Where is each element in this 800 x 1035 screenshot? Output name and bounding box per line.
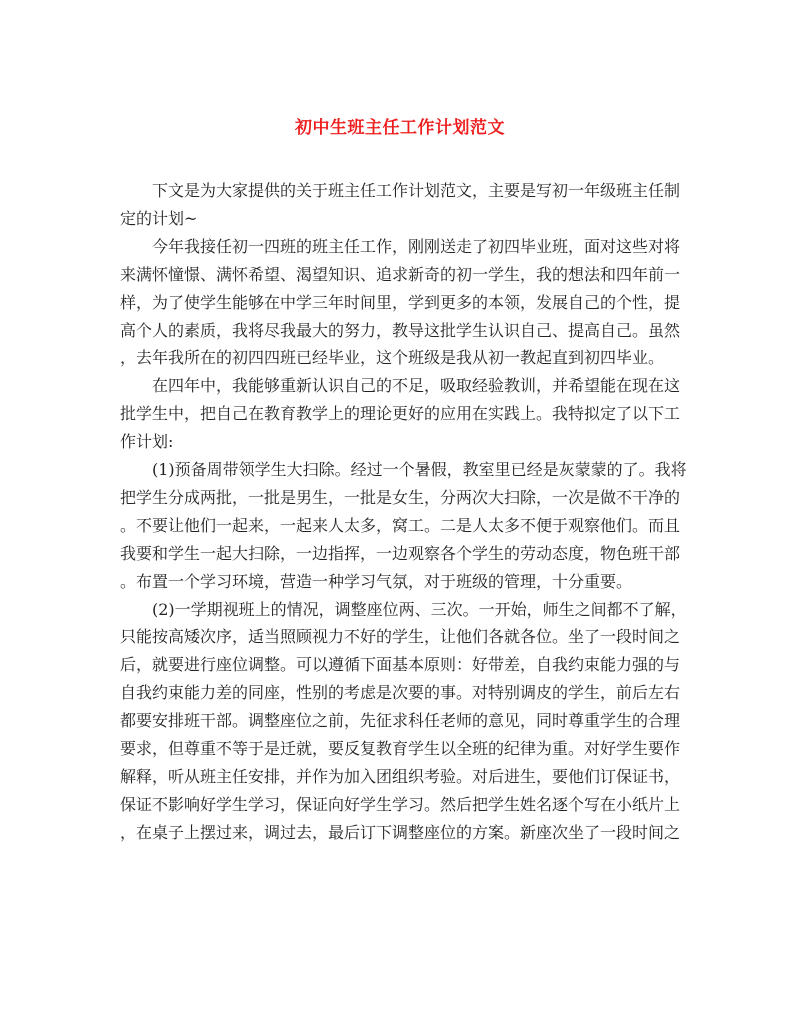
text-line: 。不要让他们一起来，一起来人太多，窝工。二是人太多不便于观察他们。而且 (120, 515, 681, 535)
text-line: 高个人的素质，我将尽我最大的努力，教导这批学生认识自己、提高自己。虽然 (120, 320, 681, 340)
document-title: 初中生班主任工作计划范文 (295, 118, 505, 138)
text-line: 保证不影响好学生学习，保证向好学生学习。然后把学生姓名逐个写在小纸片上 (120, 794, 681, 814)
text-line: (2)一学期视班上的情况，调整座位两、三次。一开始，师生之间都不了解， (152, 599, 687, 619)
text-line: 作计划: (120, 432, 174, 452)
text-line: 解释，听从班主任安排，并作为加入团组织考验。对后进生，要他们订保证书， (120, 766, 681, 786)
text-line: (1)预备周带领学生大扫除。经过一个暑假，教室里已经是灰蒙蒙的了。我将 (152, 460, 687, 479)
text-line: 自我约束能力差的同座，性别的考虑是次要的事。对特别调皮的学生，前后左右 (120, 683, 681, 703)
text-line: ，在桌子上摆过来，调过去，最后订下调整座位的方案。新座次坐了一段时间之 (120, 822, 681, 842)
text-line: 把学生分成两批，一批是男生，一批是女生，分两次大扫除，一次是做不干净的 (120, 487, 681, 507)
text-line: ，去年我所在的初四四班已经毕业，这个班级是我从初一教起直到初四毕业。 (120, 348, 665, 368)
text-line: 我要和学生一起大扫除，一边指挥，一边观察各个学生的劳动态度，物色班干部 (120, 543, 681, 563)
text-line: 批学生中，把自己在教育教学上的理论更好的应用在实践上。我特拟定了以下工 (120, 404, 681, 424)
text-line: 只能按高矮次序，适当照顾视力不好的学生，让他们各就各位。坐了一段时间之 (120, 627, 681, 647)
text-line: 来满怀憧憬、满怀希望、渴望知识、追求新奇的初一学生，我的想法和四年前一 (120, 264, 681, 284)
text-line: 定的计划~ (120, 208, 198, 228)
text-line: 今年我接任初一四班的班主任工作，刚刚送走了初四毕业班，面对这些对将 (152, 236, 681, 256)
text-line: 样，为了使学生能够在中学三年时间里，学到更多的本领，发展自己的个性，提 (120, 292, 681, 312)
text-line: 。布置一个学习环境，营造一种学习气氛，对于班级的管理，十分重要。 (120, 571, 633, 591)
text-line: 都要安排班干部。调整座位之前，先征求科任老师的意见，同时尊重学生的合理 (120, 711, 681, 731)
text-line: 要求，但尊重不等于是迁就，要反复教育学生以全班的纪律为重。对好学生要作 (120, 739, 681, 758)
text-line: 后，就要进行座位调整。可以遵循下面基本原则：好带差，自我约束能力强的与 (120, 655, 681, 675)
text-line: 在四年中，我能够重新认识自己的不足，吸取经验教训，并希望能在现在这 (152, 376, 681, 396)
text-line: 下文是为大家提供的关于班主任工作计划范文，主要是写初一年级班主任制 (152, 181, 681, 200)
